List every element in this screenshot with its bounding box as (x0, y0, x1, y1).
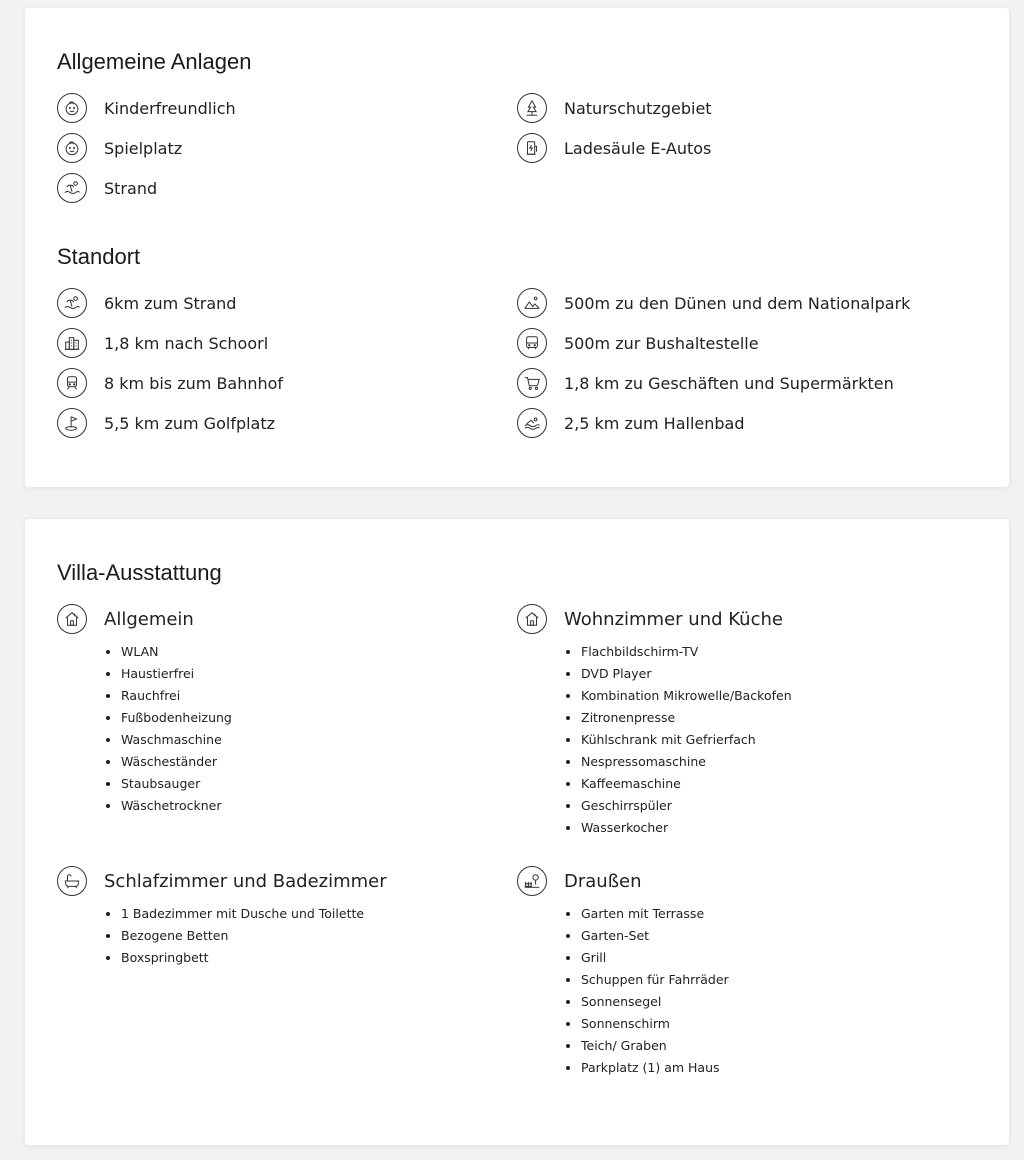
list-item: • Haustierfrei (121, 663, 232, 685)
beach-icon (57, 288, 87, 318)
item-list-draussen (565, 903, 729, 1079)
list-item: • Nespressomaschine (581, 751, 792, 773)
feature-label: 6km zum Strand (104, 293, 237, 313)
group-title: Schlafzimmer und Badezimmer (104, 870, 387, 892)
feature-item (57, 287, 236, 319)
beach-icon (57, 173, 87, 203)
feature-item (57, 367, 283, 399)
feature-label: 2,5 km zum Hallenbad (564, 413, 745, 433)
list-item: • Kombination Mikrowelle/Backofen (581, 685, 792, 707)
train-icon (57, 368, 87, 398)
list-item: • 1 Badezimmer mit Dusche und Toilette (121, 903, 364, 925)
cart-icon (517, 368, 547, 398)
group-title: Draußen (564, 870, 642, 892)
group-header-draussen (517, 865, 642, 897)
list-item: • Wäschetrockner (121, 795, 232, 817)
list-item: • DVD Player (581, 663, 792, 685)
group-header-schlafzimmer (57, 865, 387, 897)
list-item: • Wäscheständer (121, 751, 232, 773)
city-icon (57, 328, 87, 358)
item-list-allgemein (105, 641, 232, 817)
feature-item (57, 327, 268, 359)
feature-label: 500m zu den Dünen und dem Nationalpark (564, 293, 911, 313)
feature-label: 1,8 km nach Schoorl (104, 333, 269, 353)
item-list-wohnzimmer (565, 641, 792, 839)
feature-item (517, 92, 712, 124)
feature-item (517, 407, 745, 439)
list-item: • Waschmaschine (121, 729, 232, 751)
feature-item (57, 132, 182, 164)
feature-item (57, 407, 275, 439)
golf-icon (57, 408, 87, 438)
group-header-allgemein (57, 603, 194, 635)
feature-label: Spielplatz (104, 138, 183, 158)
house-icon (517, 604, 547, 634)
list-item: • Rauchfrei (121, 685, 232, 707)
group-title: Wohnzimmer und Küche (564, 608, 783, 630)
section-title-location: Standort (57, 244, 141, 269)
tree-icon (517, 93, 547, 123)
feature-item (517, 132, 711, 164)
list-item: • Schuppen für Fahrräder (581, 969, 729, 991)
list-item: • Zitronenpresse (581, 707, 792, 729)
list-item: • Teich/ Graben (581, 1035, 729, 1057)
house-icon (57, 604, 87, 634)
item-list-schlafzimmer (105, 903, 364, 969)
feature-item (57, 92, 236, 124)
list-item: • Grill (581, 947, 729, 969)
feature-label: Naturschutzgebiet (564, 98, 712, 118)
list-item: • Flachbildschirm-TV (581, 641, 792, 663)
section-title-general: Allgemeine Anlagen (57, 49, 252, 74)
list-item: • Sonnensegel (581, 991, 729, 1013)
list-item: • Parkplatz (1) am Haus (581, 1057, 729, 1079)
list-item: • Kühlschrank mit Gefrierfach (581, 729, 792, 751)
list-item: • Bezogene Betten (121, 925, 364, 947)
child-face-icon (57, 133, 87, 163)
list-item: • Garten mit Terrasse (581, 903, 729, 925)
list-item: • Staubsauger (121, 773, 232, 795)
feature-label: 1,8 km zu Geschäften und Supermärkten (564, 373, 894, 393)
feature-label: 5,5 km zum Golfplatz (104, 413, 276, 433)
list-item: • WLAN (121, 641, 232, 663)
feature-label: Ladesäule E-Autos (564, 138, 712, 158)
child-face-icon (57, 93, 87, 123)
bathtub-icon (57, 866, 87, 896)
garden-icon (517, 866, 547, 896)
ev-charger-icon (517, 133, 547, 163)
feature-item (57, 172, 157, 204)
dunes-icon (517, 288, 547, 318)
list-item: • Sonnenschirm (581, 1013, 729, 1035)
feature-label: 500m zur Bushaltestelle (564, 333, 759, 353)
feature-label: Strand (104, 178, 158, 198)
section-title-villa: Villa-Ausstattung (57, 560, 222, 585)
list-item: • Wasserkocher (581, 817, 792, 839)
feature-label: Kinderfreundlich (104, 98, 236, 118)
list-item: • Kaffeemaschine (581, 773, 792, 795)
bus-icon (517, 328, 547, 358)
list-item: • Garten-Set (581, 925, 729, 947)
feature-item (517, 287, 910, 319)
group-title: Allgemein (104, 608, 194, 630)
swimming-icon (517, 408, 547, 438)
list-item: • Boxspringbett (121, 947, 364, 969)
facilities-card (25, 8, 1009, 487)
group-header-wohnzimmer (517, 603, 783, 635)
feature-item (517, 327, 759, 359)
feature-label: 8 km bis zum Bahnhof (104, 373, 284, 393)
villa-equipment-card (25, 519, 1009, 1145)
list-item: • Geschirrspüler (581, 795, 792, 817)
list-item: • Fußbodenheizung (121, 707, 232, 729)
feature-item (517, 367, 894, 399)
